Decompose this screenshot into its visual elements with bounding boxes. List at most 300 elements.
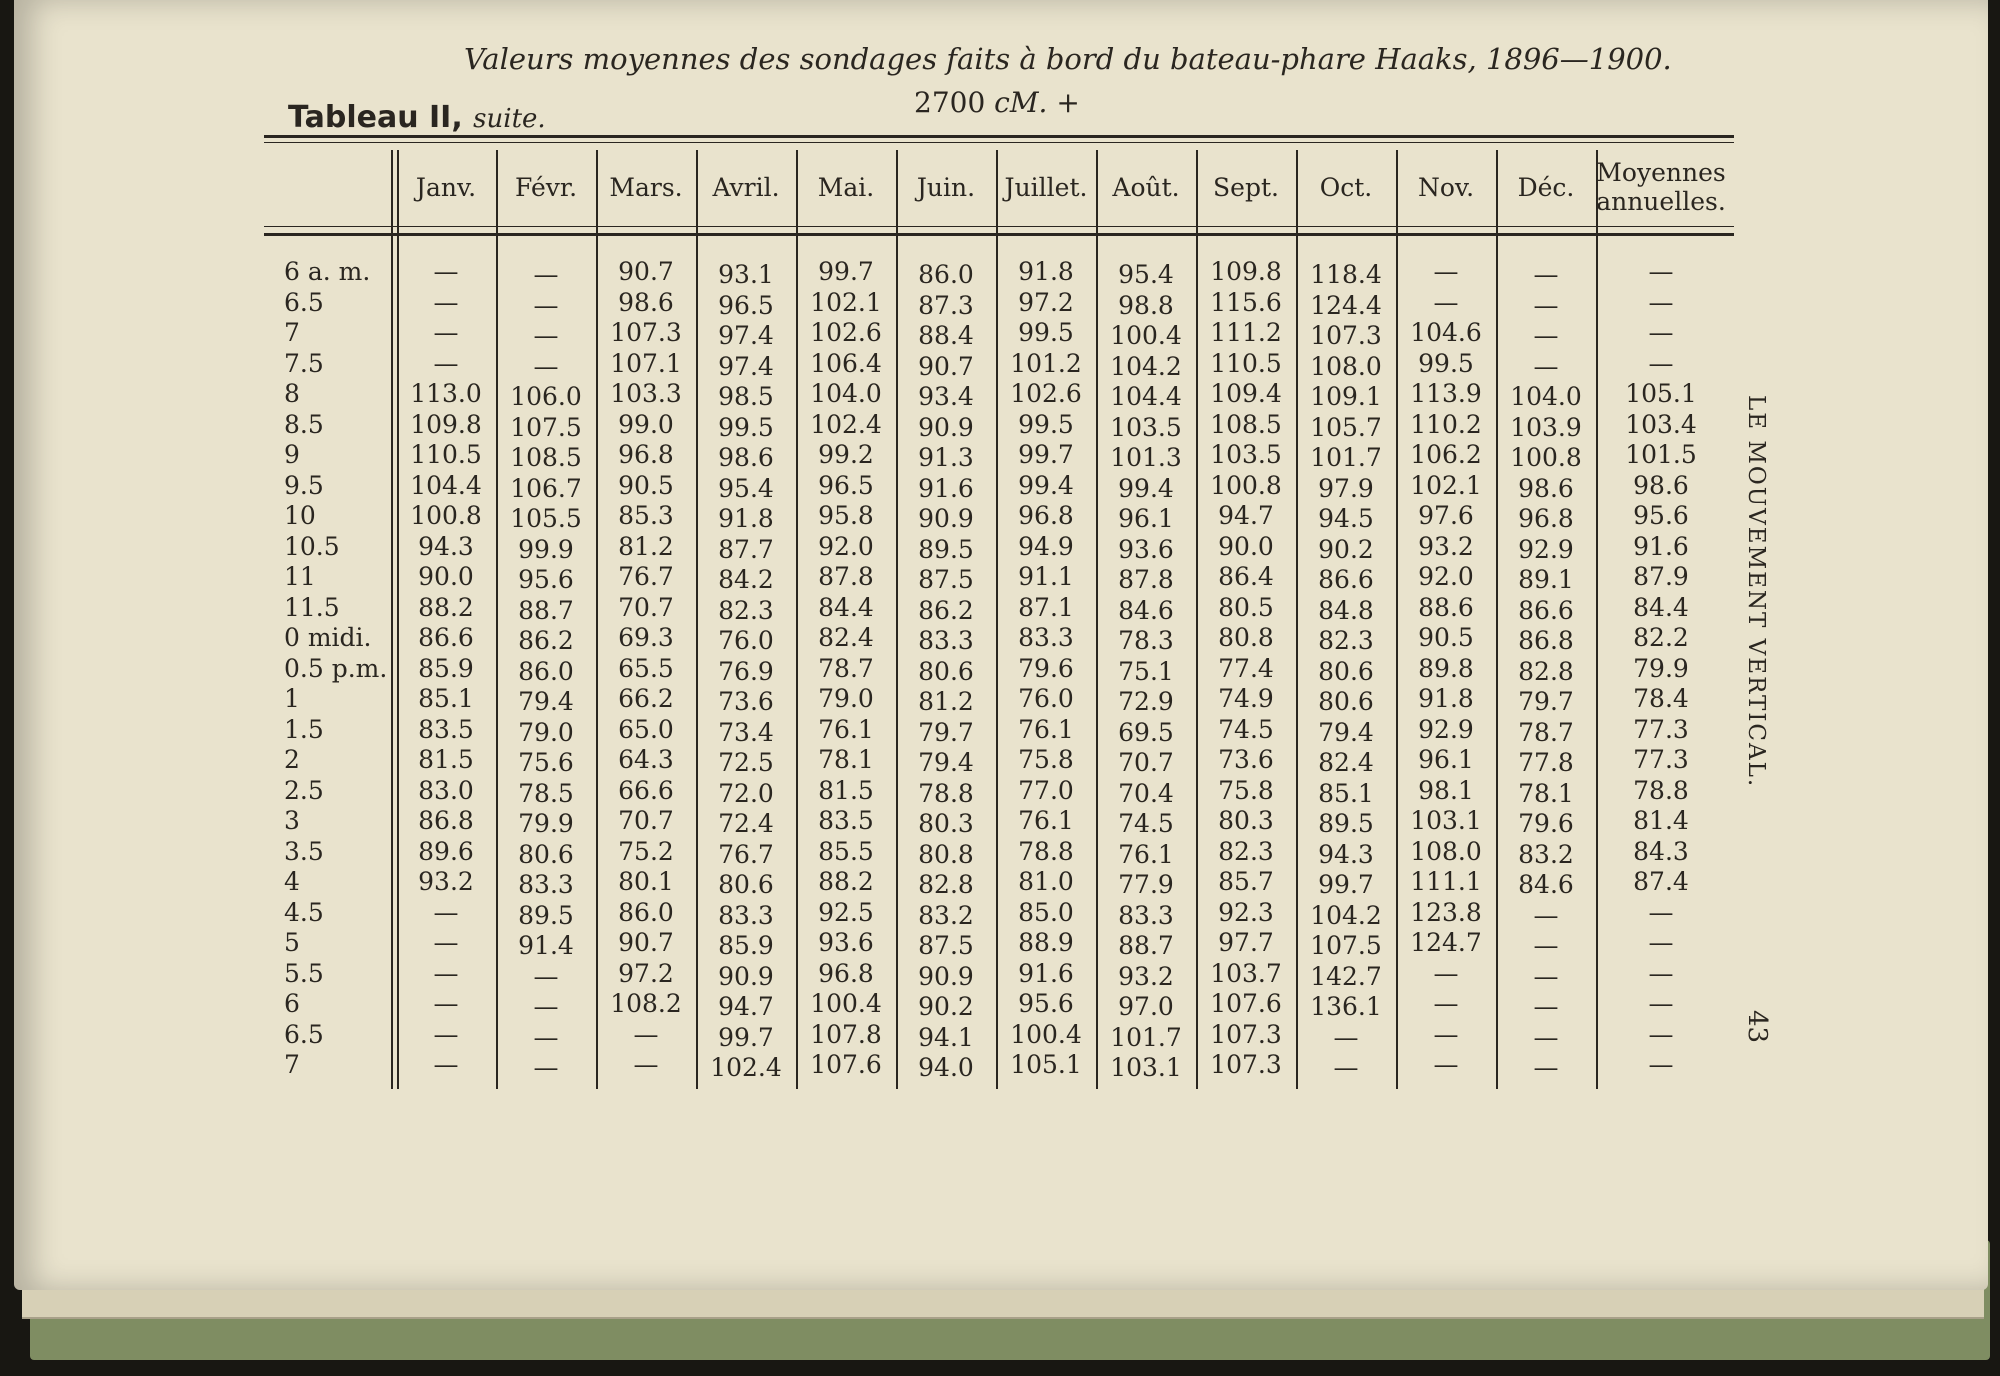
column-header: Déc. — [1517, 172, 1575, 202]
table-cell: 76.7 — [618, 562, 674, 591]
table-cell: 88.2 — [418, 592, 474, 622]
table-cell: 105.7 — [1310, 412, 1382, 442]
table-cell: 105.1 — [1010, 1050, 1082, 1079]
table-cell: 89.5 — [918, 534, 974, 564]
table-cell: 80.6 — [1318, 687, 1374, 716]
table-cell: 95.6 — [1018, 989, 1074, 1018]
table-subtitle — [914, 86, 1080, 119]
table-cell: 66.2 — [618, 684, 674, 713]
table-cell: — — [1533, 260, 1559, 289]
table-cell: 75.1 — [1118, 656, 1174, 686]
table-cell: 76.9 — [718, 656, 774, 686]
table-cell: — — [1533, 1053, 1559, 1082]
row-label: 5 — [284, 928, 300, 957]
table-cell: 90.0 — [418, 562, 474, 591]
table-cell: 106.2 — [1410, 440, 1482, 469]
table-label — [288, 100, 546, 135]
table-cell: — — [1648, 989, 1674, 1018]
column-header: Janv. — [415, 172, 477, 202]
row-label: 10 — [284, 501, 316, 530]
table-cell: 104.6 — [1410, 318, 1482, 347]
table-cell: 99.0 — [618, 409, 674, 439]
table-cell: 70.7 — [618, 592, 674, 622]
table-cell: 99.7 — [1018, 440, 1074, 469]
table-cell: 83.3 — [718, 900, 774, 930]
table-cell: 98.6 — [1633, 470, 1689, 500]
table-cell: 78.1 — [1518, 778, 1574, 808]
table-cell: 104.0 — [810, 379, 882, 408]
table-cell: 73.4 — [718, 717, 774, 747]
table-cell: 89.5 — [518, 900, 574, 930]
table-cell: 69.5 — [1118, 717, 1174, 747]
table-cell: 79.6 — [1018, 653, 1074, 683]
table-cell: 99.9 — [518, 534, 574, 564]
table-cell: 90.9 — [918, 504, 974, 533]
table-cell: 91.8 — [1418, 684, 1474, 713]
table-cell: 98.5 — [718, 382, 774, 411]
table-cell: 100.4 — [1010, 1019, 1082, 1049]
table-cell: 76.1 — [818, 714, 874, 744]
table-cell: 98.6 — [1518, 473, 1574, 503]
table-cell: 82.8 — [1518, 656, 1574, 686]
table-cell: 87.9 — [1633, 562, 1689, 591]
column-header: Août. — [1112, 172, 1180, 202]
table-cell: 80.6 — [518, 839, 574, 869]
top-rule-thin — [264, 142, 1734, 143]
table-cell: — — [1433, 1050, 1459, 1079]
table-cell: 124.4 — [1310, 290, 1382, 320]
table-cell: 108.2 — [610, 989, 682, 1018]
table-cell: 107.5 — [510, 412, 582, 442]
row-label: 3 — [284, 806, 300, 835]
table-cell: 94.3 — [1318, 839, 1374, 869]
table-cell: 90.5 — [618, 470, 674, 500]
subtitle-unit: cM. — [994, 86, 1048, 119]
table-cell: 81.2 — [918, 687, 974, 716]
table-cell: 90.7 — [618, 928, 674, 957]
table-cell: 83.3 — [918, 626, 974, 655]
table-cell: — — [1533, 931, 1559, 960]
table-cell: 96.5 — [718, 290, 774, 320]
row-label: 1.5 — [284, 714, 324, 744]
table-cell: 102.4 — [710, 1053, 782, 1082]
table-cell: — — [433, 1050, 459, 1079]
row-label: 4.5 — [284, 897, 324, 927]
table-cell: 91.3 — [918, 443, 974, 472]
table-cell: 83.5 — [818, 806, 874, 835]
subtitle-suffix: + — [1056, 86, 1080, 119]
table-cell: 83.0 — [418, 775, 474, 805]
table-cell: 89.6 — [418, 836, 474, 866]
table-cell: — — [1648, 1019, 1674, 1049]
table-cell: — — [533, 260, 559, 289]
table-cell: 83.3 — [1018, 623, 1074, 652]
table-cell: 83.2 — [918, 900, 974, 930]
column-header: Nov. — [1417, 172, 1475, 202]
running-head: LE MOUVEMENT VERTICAL. — [1743, 395, 1769, 789]
table-cell: 107.8 — [810, 1019, 882, 1049]
table-cell: 84.8 — [1318, 595, 1374, 625]
table-cell: 84.3 — [1633, 836, 1689, 866]
table-cell: 84.4 — [818, 592, 874, 622]
table-cell: 79.7 — [1518, 687, 1574, 716]
table-cell: 84.6 — [1518, 870, 1574, 899]
table-cell: 124.7 — [1410, 928, 1482, 957]
table-cell: — — [1433, 989, 1459, 1018]
table-cell: — — [1533, 290, 1559, 320]
table-cell: 109.8 — [410, 409, 482, 439]
table-cell: 94.0 — [918, 1053, 974, 1082]
row-label: 6 — [284, 989, 300, 1018]
table-cell: 123.8 — [1410, 897, 1482, 927]
table-cell: 70.4 — [1118, 778, 1174, 808]
table-label-suffix: suite. — [473, 104, 546, 134]
table-cell: 102.6 — [1010, 379, 1082, 408]
table-cell: 100.4 — [810, 989, 882, 1018]
table-cell: — — [1333, 1053, 1359, 1082]
table-cell: 79.0 — [518, 717, 574, 747]
table-cell: 79.4 — [918, 748, 974, 777]
table-cell: 90.0 — [1218, 531, 1274, 561]
table-cell: — — [433, 989, 459, 1018]
row-label: 0 midi. — [284, 623, 372, 652]
table-cell: 103.1 — [1410, 806, 1482, 835]
table-cell: 94.3 — [418, 531, 474, 561]
table-cell: 99.2 — [818, 440, 874, 469]
page-number: 43 — [1742, 1010, 1772, 1044]
table-cell: 80.8 — [1218, 623, 1274, 652]
table-cell: 83.5 — [418, 714, 474, 744]
table-cell: 84.6 — [1118, 595, 1174, 625]
table-cell: — — [1648, 958, 1674, 988]
table-cell: 102.1 — [1410, 470, 1482, 500]
table-cell: 74.5 — [1118, 809, 1174, 838]
table-cell: 86.2 — [918, 595, 974, 625]
table-cell: 99.7 — [1318, 870, 1374, 899]
table-cell: 89.8 — [1418, 653, 1474, 683]
table-cell: 97.9 — [1318, 473, 1374, 503]
row-label: 7.5 — [284, 348, 324, 378]
table-cell: — — [1533, 992, 1559, 1021]
table-cell: — — [1433, 1019, 1459, 1049]
table-cell: 103.5 — [1110, 412, 1182, 442]
table-cell: — — [433, 928, 459, 957]
table-cell: 107.3 — [610, 318, 682, 347]
table-cell: — — [1333, 1022, 1359, 1052]
table-cell: 82.3 — [718, 595, 774, 625]
table-cell: 100.8 — [1210, 470, 1282, 500]
table-cell: — — [533, 351, 559, 381]
table-cell: 85.0 — [1018, 897, 1074, 927]
table-cell: 79.4 — [1318, 717, 1374, 747]
row-label: 5.5 — [284, 958, 324, 988]
table-cell: 85.3 — [618, 501, 674, 530]
table-cell: 76.0 — [1018, 684, 1074, 713]
table-cell: 70.7 — [1118, 748, 1174, 777]
table-cell: 76.1 — [1118, 839, 1174, 869]
table-cell: 105.5 — [510, 504, 582, 533]
table-cell: 76.1 — [1018, 714, 1074, 744]
table-cell: 79.9 — [518, 809, 574, 838]
table-cell: 91.6 — [1633, 531, 1689, 561]
table-cell: 92.9 — [1518, 534, 1574, 564]
table-cell: 76.1 — [1018, 806, 1074, 835]
table-cell: 108.5 — [510, 443, 582, 472]
table-cell: 86.6 — [1318, 565, 1374, 594]
table-cell: 86.2 — [518, 626, 574, 655]
table-cell: 88.9 — [1018, 928, 1074, 957]
table-cell: — — [1648, 257, 1674, 286]
table-cell: 91.8 — [718, 504, 774, 533]
table-cell: 104.2 — [1110, 351, 1182, 381]
table-cell: 103.1 — [1110, 1053, 1182, 1082]
table-cell: 87.8 — [1118, 565, 1174, 594]
table-cell: 92.9 — [1418, 714, 1474, 744]
table-cell: 89.5 — [1318, 809, 1374, 838]
table-cell: 80.1 — [618, 867, 674, 896]
table-cell: 91.4 — [518, 931, 574, 960]
table-cell: 109.8 — [1210, 257, 1282, 286]
row-label: 9.5 — [284, 470, 324, 500]
table-cell: 97.4 — [718, 321, 774, 350]
row-label: 0.5 p.m. — [284, 653, 388, 683]
table-cell: 75.6 — [518, 748, 574, 777]
table-cell: 107.5 — [1310, 931, 1382, 960]
table-cell: — — [1533, 900, 1559, 930]
table-cell: 105.1 — [1625, 379, 1697, 408]
row-label: 3.5 — [284, 836, 324, 866]
table-cell: 86.4 — [1218, 562, 1274, 591]
table-cell: 98.6 — [618, 287, 674, 317]
table-cell: 80.5 — [1218, 592, 1274, 622]
row-label: 2 — [284, 745, 300, 774]
table-cell: 85.9 — [418, 653, 474, 683]
table-cell: 70.7 — [618, 806, 674, 835]
table-cell: 73.6 — [1218, 745, 1274, 774]
table-cell: 86.8 — [1518, 626, 1574, 655]
table-cell: 109.4 — [1210, 379, 1282, 408]
table-cell: 85.9 — [718, 931, 774, 960]
table-cell: 96.1 — [1418, 745, 1474, 774]
table-cell: 95.4 — [718, 473, 774, 503]
row-label: 6.5 — [284, 1019, 324, 1049]
table-cell: 69.3 — [618, 623, 674, 652]
table-cell: 93.1 — [718, 260, 774, 289]
table-cell: 78.7 — [1518, 717, 1574, 747]
table-cell: — — [433, 287, 459, 317]
table-cell: 82.3 — [1218, 836, 1274, 866]
table-cell: 108.5 — [1210, 409, 1282, 439]
table-cell: 103.9 — [1510, 412, 1582, 442]
table-cell: — — [1433, 958, 1459, 988]
column-header: Sept. — [1213, 172, 1279, 202]
table-cell: 88.6 — [1418, 592, 1474, 622]
row-label: 6 a. m. — [284, 257, 371, 286]
table-cell: 75.8 — [1018, 745, 1074, 774]
table-cell: 80.3 — [1218, 806, 1274, 835]
table-cell: 85.1 — [1318, 778, 1374, 808]
table-cell: 90.2 — [918, 992, 974, 1021]
table-cell: 87.5 — [918, 565, 974, 594]
table-cell: — — [1433, 257, 1459, 286]
table-cell: 118.4 — [1310, 260, 1382, 289]
table-cell: 100.8 — [1510, 443, 1582, 472]
table-cell: 99.4 — [1018, 470, 1074, 500]
table-cell: 72.5 — [718, 748, 774, 777]
row-label: 6.5 — [284, 287, 324, 317]
table-cell: — — [433, 958, 459, 988]
column-header: Févr. — [514, 172, 578, 202]
table-cell: 78.3 — [1118, 626, 1174, 655]
table-cell: 87.8 — [818, 562, 874, 591]
table-cell: 85.5 — [818, 836, 874, 866]
table-cell: 101.3 — [1110, 443, 1182, 472]
table-cell: — — [1648, 1050, 1674, 1079]
table-cell: 86.0 — [918, 260, 974, 289]
table-cell: 99.7 — [718, 1022, 774, 1052]
table-cell: 103.3 — [610, 379, 682, 408]
table-cell: 104.4 — [410, 470, 482, 500]
book-page — [14, 0, 1988, 1290]
table-cell: 78.8 — [1018, 836, 1074, 866]
table-cell: 96.8 — [1518, 504, 1574, 533]
table-cell: 93.2 — [1418, 531, 1474, 561]
table-cell: — — [1648, 287, 1674, 317]
table-cell: 96.8 — [818, 958, 874, 988]
table-cell: 103.5 — [1210, 440, 1282, 469]
table-cell: 115.6 — [1210, 287, 1282, 317]
table-cell: 88.4 — [918, 321, 974, 350]
table-cell: 107.3 — [1210, 1019, 1282, 1049]
table-cell: 87.7 — [718, 534, 774, 564]
table-cell: — — [533, 1022, 559, 1052]
table-cell: 80.3 — [918, 809, 974, 838]
table-cell: 90.9 — [918, 412, 974, 442]
table-cell: — — [433, 318, 459, 347]
table-cell: 92.3 — [1218, 897, 1274, 927]
table-cell: 88.7 — [518, 595, 574, 625]
table-cell: — — [1533, 321, 1559, 350]
table-cell: 94.7 — [1218, 501, 1274, 530]
table-cell: 85.7 — [1218, 867, 1274, 896]
table-cell: 77.3 — [1633, 745, 1689, 774]
row-label: 8 — [284, 379, 300, 408]
table-cell: 113.9 — [1410, 379, 1482, 408]
table-cell: 99.4 — [1118, 473, 1174, 503]
table-cell: 102.4 — [810, 409, 882, 439]
table-cell: 107.3 — [1210, 1050, 1282, 1079]
table-cell: — — [1533, 1022, 1559, 1052]
column-header: Mars. — [609, 172, 683, 202]
table-cell: 110.2 — [1410, 409, 1482, 439]
table-cell: 78.1 — [818, 745, 874, 774]
table-cell: 79.0 — [818, 684, 874, 713]
table-cell: 92.0 — [818, 531, 874, 561]
table-cell: 84.2 — [718, 565, 774, 594]
table-cell: — — [1533, 961, 1559, 991]
row-label: 11.5 — [284, 592, 340, 622]
table-cell: 97.4 — [718, 351, 774, 381]
table-cell: 98.6 — [718, 443, 774, 472]
table-cell: 86.6 — [418, 623, 474, 652]
table-cell: 92.5 — [818, 897, 874, 927]
row-label: 10.5 — [284, 531, 340, 561]
table-cell: 80.8 — [918, 839, 974, 869]
table-cell: 72.4 — [718, 809, 774, 838]
table-cell: 113.0 — [410, 379, 482, 408]
table-cell: — — [633, 1019, 659, 1049]
table-cell: 111.2 — [1210, 318, 1282, 347]
table-cell: 101.2 — [1010, 348, 1082, 378]
table-cell: — — [533, 1053, 559, 1082]
table-cell: 110.5 — [410, 440, 482, 469]
table-cell: 91.1 — [1018, 562, 1074, 591]
table-cell: 94.5 — [1318, 504, 1374, 533]
table-cell: 89.1 — [1518, 565, 1574, 594]
table-cell: 110.5 — [1210, 348, 1282, 378]
table-cell: 90.7 — [918, 351, 974, 381]
table-cell: 78.8 — [918, 778, 974, 808]
table-cell: 66.6 — [618, 775, 674, 805]
table-cell: 87.4 — [1633, 867, 1689, 896]
table-cell: 103.4 — [1625, 409, 1697, 439]
table-cell: 79.7 — [918, 717, 974, 747]
table-cell: 87.1 — [1018, 592, 1074, 622]
table-cell: 77.9 — [1118, 870, 1174, 899]
table-cell: 104.2 — [1310, 900, 1382, 930]
table-cell: 94.1 — [918, 1022, 974, 1052]
column-header: Avril. — [712, 172, 780, 202]
row-label: 7 — [284, 1050, 300, 1079]
table-cell: 109.1 — [1310, 382, 1382, 411]
table-cell: 77.0 — [1018, 775, 1074, 805]
table-cell: — — [533, 321, 559, 350]
table-cell: 98.8 — [1118, 290, 1174, 320]
table-cell: 99.5 — [1018, 318, 1074, 347]
table-cell: 106.4 — [810, 348, 882, 378]
table-cell: 77.8 — [1518, 748, 1574, 777]
table-cell: 108.0 — [1310, 351, 1382, 381]
table-cell: — — [1648, 928, 1674, 957]
column-header: Mai. — [817, 172, 875, 202]
table-cell: 136.1 — [1310, 992, 1382, 1021]
table-cell: 102.1 — [810, 287, 882, 317]
table-cell: 96.5 — [818, 470, 874, 500]
table-cell: — — [433, 257, 459, 286]
table-cell: — — [633, 1050, 659, 1079]
table-cell: 81.5 — [818, 775, 874, 805]
table-label-text: Tableau II, — [288, 100, 463, 135]
table-cell: 78.7 — [818, 653, 874, 683]
table-cell: 142.7 — [1310, 961, 1382, 991]
table-cell: 93.6 — [818, 928, 874, 957]
table-cell: 86.8 — [418, 806, 474, 835]
table-cell: 82.4 — [818, 623, 874, 652]
table-cell: 84.4 — [1633, 592, 1689, 622]
table-cell: 100.8 — [410, 501, 482, 530]
table-cell: — — [1433, 287, 1459, 317]
table-cell: 65.5 — [618, 653, 674, 683]
table-cell: 82.3 — [1318, 626, 1374, 655]
table-cell: 90.9 — [718, 961, 774, 991]
table-cell: — — [433, 897, 459, 927]
table-cell: 88.2 — [818, 867, 874, 896]
table-cell: 87.3 — [918, 290, 974, 320]
table-cell: 80.6 — [1318, 656, 1374, 686]
table-cell: — — [433, 1019, 459, 1049]
table-cell: 107.6 — [810, 1050, 882, 1079]
table-cell: 81.2 — [618, 531, 674, 561]
